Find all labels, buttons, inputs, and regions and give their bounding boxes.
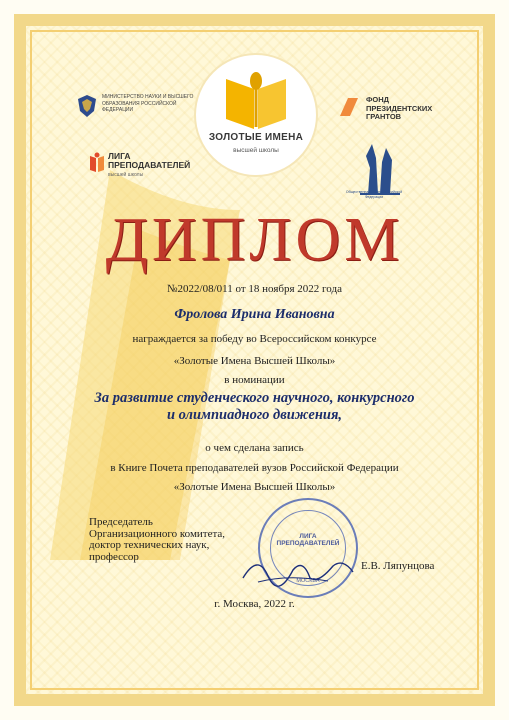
signer-name: Е.В. Ляпунцова: [361, 560, 435, 572]
handwritten-signature: [238, 548, 358, 588]
fund-flag-icon: [336, 94, 362, 120]
liga-book-icon: [88, 152, 106, 174]
stamp-line1: ЛИГА: [299, 533, 317, 540]
record-line1: о чем сделана запись: [205, 442, 304, 454]
liga-title: [108, 152, 190, 170]
stamp-title: [276, 533, 340, 547]
stamp-line2: ПРЕПОДАВАТЕЛЕЙ: [276, 540, 340, 547]
chairman-line3: доктор технических наук,: [89, 539, 210, 551]
liga-title-line2: ПРЕПОДАВАТЕЛЕЙ: [108, 160, 191, 170]
liga-title-line1: ЛИГА: [108, 151, 131, 161]
nomination-line1: За развитие студенческого научного, конкурсного: [94, 390, 415, 406]
eagle-emblem-icon: [76, 93, 98, 119]
record-line2: в Книге Почета преподавателей вузов Российской Федерации: [110, 462, 399, 474]
nomination-line2: и олимпиадного движения,: [166, 407, 343, 423]
fund-line1: ФОНД: [366, 95, 389, 104]
liga-logo: [88, 148, 198, 180]
ministry-name: МИНИСТЕРСТВО НАУКИ И ВЫСШЕГО ОБРАЗОВАНИЯ РОССИЙСКОЙ ФЕДЕРАЦИИ: [102, 94, 194, 113]
fund-line2: ПРЕЗИДЕНТСКИХ: [366, 103, 433, 113]
chairman-line1: Председатель: [89, 516, 153, 528]
contest-name: «Золотые Имена Высшей Школы»: [173, 355, 336, 367]
diploma-title: ДИПЛОМ: [105, 206, 404, 274]
awarded-text: награждается за победу во Всероссийском конкурсе: [132, 333, 377, 345]
book-spoon-icon: [196, 59, 316, 139]
public-chamber-caption: Общественная палата Российской Федерации: [345, 190, 403, 199]
registration-number: №2022/08/011 от 18 ноября 2022 года: [167, 283, 342, 295]
chairman-line2: Организационного комитета,: [89, 527, 226, 540]
logo-main-subtitle: высшей школы: [233, 147, 279, 154]
stamp-city: МОСКВА: [296, 578, 320, 584]
logo-main-title: ЗОЛОТЫЕ ИМЕНА: [208, 132, 304, 143]
fund-name: [366, 96, 432, 122]
chairman-title: [89, 517, 225, 563]
ministry-logo: [76, 93, 196, 123]
place-and-year: г. Москва, 2022 г.: [214, 598, 295, 610]
nomination-title: [0, 390, 509, 424]
in-nomination-label: в номинации: [224, 374, 285, 386]
recipient-name: Фролова Ирина Ивановна: [174, 307, 335, 322]
public-chamber-monument-icon: [350, 138, 410, 198]
chairman-line4: профессор: [89, 550, 139, 563]
zolotye-imena-logo: [196, 55, 316, 175]
fund-line3: ГРАНТОВ: [366, 112, 402, 121]
liga-subtitle: высшей школы: [108, 172, 144, 178]
record-line3: «Золотые Имена Высшей Школы»: [173, 481, 336, 493]
presidential-grants-logo: [336, 88, 446, 128]
